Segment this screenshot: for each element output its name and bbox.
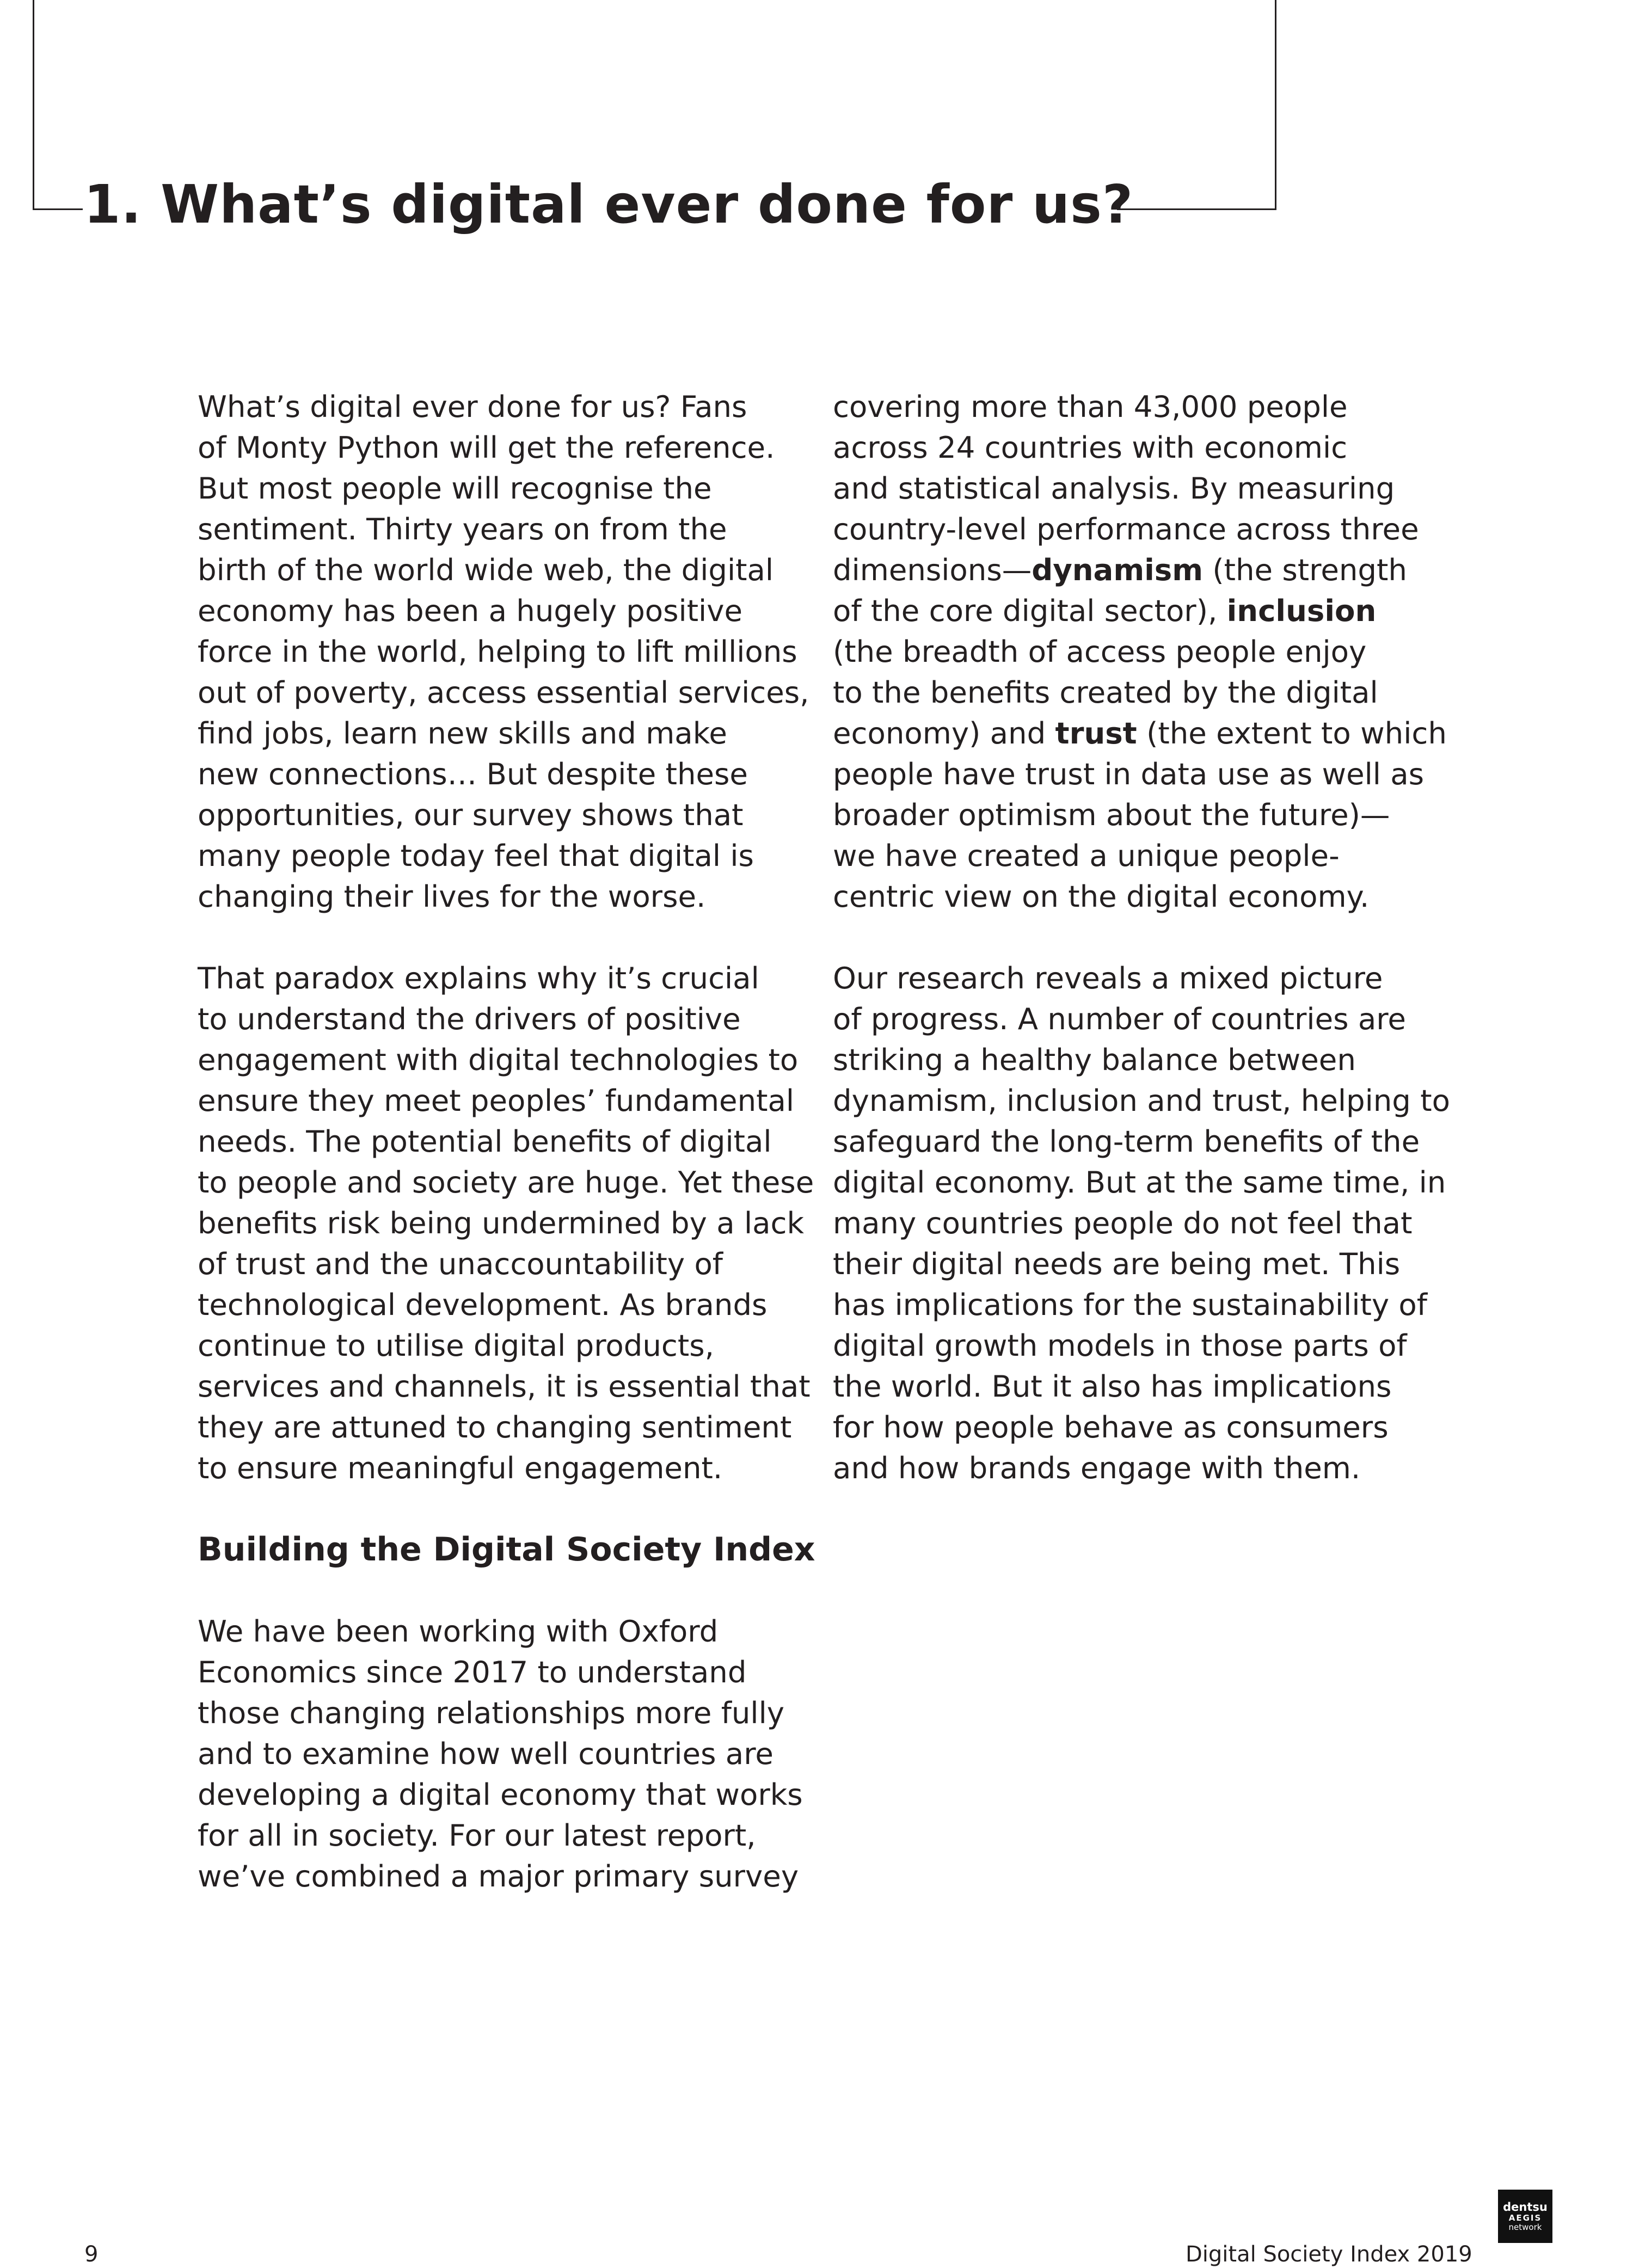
text-line: many people today feel that digital is [198,838,754,873]
text-line: Our research reveals a mixed picture [833,961,1383,995]
text-run: of the core digital sector), [833,593,1227,628]
text-line: has implications for the sustainability of [833,1287,1427,1322]
text-line: to understand the drivers of positive [198,1001,741,1036]
text-line: for all in society. For our latest report, [198,1818,756,1853]
text-run: (the extent to which [1137,716,1447,751]
text-line: opportunities, our survey shows that [198,797,744,832]
left-column [198,386,815,1897]
text-line: and how brands engage with them. [833,1450,1361,1485]
text-line: continue to utilise digital products, [198,1328,714,1363]
frame-line-left [33,0,34,210]
text-line: out of poverty, access essential services, [198,675,809,710]
text-line: services and channels, it is essential that [198,1369,811,1404]
text-line: we have created a unique people- [833,838,1340,873]
text-line [833,591,1459,631]
text-line: sentiment. Thirty years on from the [198,512,727,546]
frame-line-title-left [33,208,83,210]
text-line: What’s digital ever done for us? Fans [198,389,747,424]
text-line: striking a healthy balance between [833,1042,1356,1077]
frame-line-right [1275,0,1276,210]
text-line: their digital needs are being met. This [833,1246,1401,1281]
text-line: and statistical analysis. By measuring [833,471,1395,506]
logo-line: AEGIS [1508,2212,1542,2223]
text-line: of trust and the unaccountability of [198,1246,723,1281]
text-line: benefits risk being undermined by a lack [198,1206,805,1240]
frame-line-title-right [1117,208,1276,210]
text-line: centric view on the digital economy. [833,879,1370,914]
page-title: 1. What’s digital ever done for us? [84,174,1134,235]
term-dynamism: dynamism [1032,552,1204,587]
text-line: new connections… But despite these [198,757,748,791]
paragraph-gap [198,917,802,958]
text-line: digital economy. But at the same time, in [833,1165,1446,1200]
text-line [833,550,1459,591]
logo-line: network [1508,2222,1542,2233]
term-trust: trust [1055,716,1137,751]
text-line: across 24 countries with economic [833,430,1348,465]
text-line: technological development. As brands [198,1287,768,1322]
text-line: force in the world, helping to lift millions [198,634,797,669]
dentsu-aegis-logo [1498,2190,1552,2243]
paragraph-gap [198,1570,802,1611]
page-number: 9 [84,2242,99,2267]
text-line: people have trust in data use as well as [833,757,1425,791]
text-line: they are attuned to changing sentiment [198,1410,792,1445]
research-paragraph [833,958,1459,1489]
paragraph-gap [198,1489,802,1529]
text-line: country-level performance across three [833,512,1419,546]
text-line: covering more than 43,000 people [833,389,1348,424]
section-subheading: Building the Digital Society Index [198,1531,815,1569]
text-line: engagement with digital technologies to [198,1042,799,1077]
logo-line: dentsu [1503,2200,1548,2214]
text-line: digital growth models in those parts of [833,1328,1407,1363]
text-line: those changing relationships more fully [198,1695,784,1730]
text-line: developing a digital economy that works [198,1777,803,1812]
text-line: economy has been a hugely positive [198,593,742,628]
text-run: economy) and [833,716,1055,751]
text-line: the world. But it also has implications [833,1369,1392,1404]
index-paragraph [198,1611,802,1897]
text-line: (the breadth of access people enjoy [833,634,1367,669]
text-line: needs. The potential benefits of digital [198,1124,772,1159]
text-line: many countries people do not feel that [833,1206,1413,1240]
text-line: changing their lives for the worse. [198,879,706,914]
term-inclusion: inclusion [1226,593,1377,628]
text-line: Economics since 2017 to understand [198,1655,747,1689]
text-line: of Monty Python will get the reference. [198,430,775,465]
text-line: we’ve combined a major primary survey [198,1859,799,1894]
text-line: broader optimism about the future)— [833,797,1390,832]
text-line: But most people will recognise the [198,471,712,506]
text-run: dimensions— [833,552,1032,587]
text-line: We have been working with Oxford [198,1614,719,1649]
intro-paragraph [198,386,809,917]
text-line: find jobs, learn new skills and make [198,716,727,751]
text-line: to ensure meaningful engagement. [198,1450,723,1485]
text-line: ensure they meet peoples’ fundamental [198,1083,795,1118]
text-line: and to examine how well countries are [198,1736,773,1771]
text-line: of progress. A number of countries are [833,1001,1406,1036]
text-line: That paradox explains why it’s crucial [198,961,759,995]
text-line: to the benefits created by the digital [833,675,1378,710]
paradox-paragraph [198,958,814,1489]
paragraph-gap [833,917,1459,958]
text-line [833,713,1459,754]
text-line: dynamism, inclusion and trust, helping to [833,1083,1450,1118]
right-column [833,386,1459,1489]
text-run: (the strength [1203,552,1407,587]
text-line: to people and society are huge. Yet these [198,1165,814,1200]
text-line: for how people behave as consumers [833,1410,1389,1445]
text-line: birth of the world wide web, the digital [198,552,774,587]
footer-report-title: Digital Society Index 2019 [1186,2242,1472,2267]
survey-paragraph [833,386,1459,917]
text-line: safeguard the long-term benefits of the [833,1124,1420,1159]
